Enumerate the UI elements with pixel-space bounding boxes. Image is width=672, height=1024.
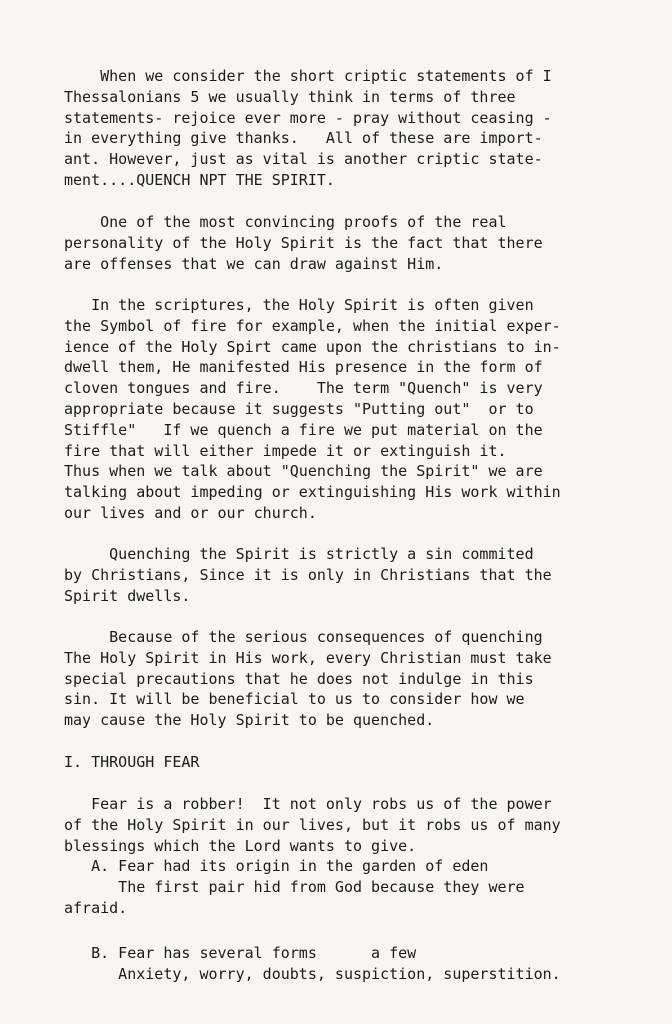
text-line: In the scriptures, the Holy Spirit is often given <box>64 296 534 314</box>
text-line: sin. It will be beneficial to us to consider how we <box>64 690 525 709</box>
text-line: by Christians, Since it is only in Christians that the <box>64 565 552 584</box>
text-line: ant. However, just as vital is another criptic state- <box>64 150 543 169</box>
paragraph-intro <box>64 66 552 191</box>
text-line: A. Fear had its origin in the garden of eden <box>64 857 489 876</box>
text-line: One of the most convincing proofs of the real <box>64 213 507 231</box>
text-line: cloven tongues and fire. The term "Quench" is very <box>64 379 543 398</box>
text-line: Fear is a robber! It not only robs us of the power <box>64 795 552 813</box>
text-line: Spirit dwells. <box>64 586 191 605</box>
paragraph-fear <box>64 794 561 919</box>
paragraph-personality <box>64 212 543 274</box>
paragraph-quenching-sin <box>64 544 552 606</box>
text-line: may cause the Holy Spirit to be quenched. <box>64 711 435 730</box>
text-line: in everything give thanks. All of these are import- <box>64 129 543 148</box>
text-line: our lives and or our church. <box>64 503 317 522</box>
text-line: special precautions that he does not indulge in this <box>64 669 534 688</box>
text-line: Quenching the Spirit is strictly a sin commited <box>64 545 534 563</box>
text-line: talking about impeding or extinguishing His work within <box>64 483 561 502</box>
text-line: are offenses that we can draw against Him. <box>64 254 444 273</box>
text-line: the Symbol of fire for example, when the initial exper- <box>64 316 561 335</box>
text-line: When we consider the short criptic statements of I <box>64 67 552 85</box>
text-line: fire that will either impede it or extinguish it. <box>64 441 507 460</box>
paragraph-fire-symbol <box>64 295 561 524</box>
text-line: afraid. <box>64 898 128 917</box>
text-line: appropriate because it suggests "Putting out" or to <box>64 399 534 418</box>
text-line: statements- rejoice ever more - pray without ceasing - <box>64 108 552 127</box>
text-line: dwell them, He manifested His presence in the form of <box>64 358 543 377</box>
text-line: B. Fear has several forms a few <box>64 944 417 962</box>
paragraph-consequences <box>64 627 552 731</box>
text-line: personality of the Holy Spirit is the fact that there <box>64 233 543 252</box>
text-line: The first pair hid from God because they were <box>64 878 525 897</box>
text-line: ience of the Holy Spirt came upon the christians to in- <box>64 337 561 356</box>
text-line: Thus when we talk about "Quenching the Spirit" we are <box>64 462 543 481</box>
text-line: Thessalonians 5 we usually think in terms of three <box>64 87 516 106</box>
text-line: blessings which the Lord wants to give. <box>64 836 417 855</box>
text-line: Anxiety, worry, doubts, suspiction, superstition. <box>64 964 561 983</box>
text-line: of the Holy Spirit in our lives, but it robs us of many <box>64 815 561 834</box>
section-heading: I. THROUGH FEAR <box>64 753 200 771</box>
subpoint-fear-forms <box>64 943 561 985</box>
text-line: Stiffle" If we quench a fire we put material on the <box>64 420 543 439</box>
text-line: Because of the serious consequences of quenching <box>64 628 543 646</box>
text-line: The Holy Spirit in His work, every Christian must take <box>64 648 552 667</box>
text-line: ment....QUENCH NPT THE SPIRIT. <box>64 170 335 189</box>
